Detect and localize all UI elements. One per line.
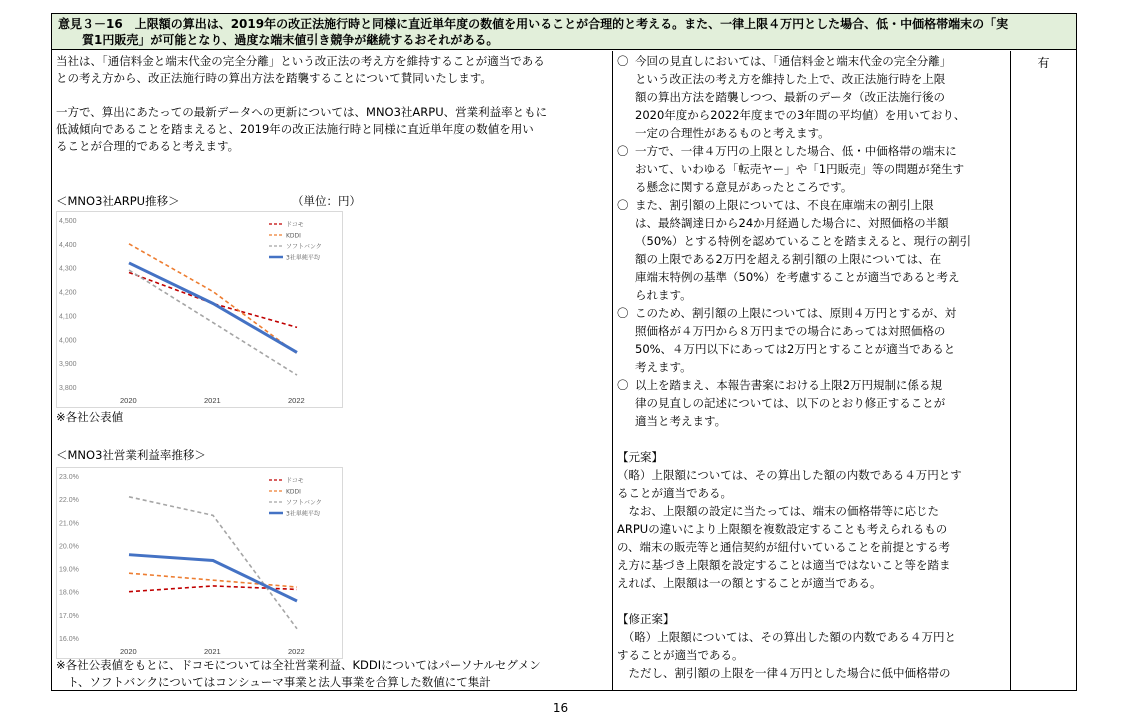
legend-label: ドコモ (286, 477, 304, 485)
text-line: ただし、割引額の上限を一律４万円とした場合に低中価格帯の (617, 666, 951, 680)
text-line: えれば、上限額は一の額とすることが適当である。 (617, 576, 882, 590)
revised-text (613, 628, 1010, 682)
bullet-line: このため、割引額の上限については、原則４万円とするが、対 (635, 306, 957, 320)
response-bullet (613, 142, 1010, 196)
legend-label: ソフトバンク (286, 499, 322, 507)
para2-line-2: 低減傾向であることを踏まえると、2019年の改正法施行時と同様に直近単年度の数値を用い (56, 122, 534, 136)
para2-line-3: ることが合理的であると考えます。 (56, 139, 240, 153)
bullet-text (635, 52, 1010, 142)
spacer (56, 87, 608, 104)
chart2-title: ＜MNO3社営業利益率推移＞ (56, 448, 206, 462)
x-tick-label: 2022 (288, 396, 305, 405)
series-line-2 (129, 270, 297, 375)
bullet-line: 額の算出方法を踏襲しつつ、最新のデータ（改正法施行後の (635, 90, 946, 104)
margin-chart-svg (57, 468, 342, 658)
text-line: え方に基づき上限額を設定することは適当ではないこと等を踏ま (617, 558, 951, 572)
y-tick-label: 3,900 (59, 361, 77, 369)
chart2-note-line-1: ※各社公表値をもとに、ドコモについては全社営業利益、KDDIについてはパーソナルセグメン (56, 658, 541, 672)
modification-flag: 有 (1037, 56, 1050, 70)
margin-chart (56, 467, 343, 659)
chart2-note (56, 657, 541, 691)
y-tick-label: 18.0% (59, 589, 79, 597)
series-line-1 (129, 573, 297, 587)
bullet-mark: 〇 (617, 144, 629, 158)
bullet-text (635, 304, 1010, 376)
response-bullets (613, 51, 1010, 430)
y-tick-label: 4,500 (59, 218, 77, 225)
bullet-line: 今回の見直しにおいては、「通信料金と端末代金の完全分離」 (635, 54, 952, 68)
header-line-2: 質1円販売」が可能となり、過度な端末値引き競争が継続するおそれがある。 (58, 33, 499, 47)
response-bullet (613, 304, 1010, 376)
bullet-line: 照価格が４万円から８万円までの場合にあっては対照価格の (635, 324, 946, 338)
bullet-line: 50%、４万円以下にあっては2万円とすることが適当であると (635, 342, 956, 356)
para1-line-1: 当社は、「通信料金と端末代金の完全分離」という改正法の考え方を維持することが適当である (56, 54, 545, 68)
y-tick-label: 4,200 (59, 289, 77, 297)
chart1-note: ※各社公表値 (56, 410, 124, 424)
x-tick-label: 2021 (204, 396, 221, 405)
bullet-line: 適当と考えます。 (635, 414, 727, 428)
y-tick-label: 22.0% (59, 497, 79, 505)
y-tick-label: 4,000 (59, 337, 77, 345)
bullet-line: 2020年度から2022年度までの3年間の平均値）を用いており、 (635, 108, 966, 122)
legend-label: 3社単純平均 (286, 254, 320, 262)
legend-label: ドコモ (286, 221, 304, 229)
bullet-text (635, 376, 1010, 430)
legend-label: KDDI (286, 232, 301, 240)
y-tick-label: 4,300 (59, 265, 77, 273)
y-tick-label: 17.0% (59, 612, 79, 620)
bullet-text (635, 142, 1010, 196)
opinion-column (52, 51, 613, 690)
bullet-line: 律の見直しの記述については、以下のとおり修正することが (635, 396, 946, 410)
opinion-table (51, 13, 1077, 691)
bullet-line: という改正法の考え方を維持した上で、改正法施行時を上限 (635, 72, 946, 86)
legend-label: ソフトバンク (286, 243, 322, 251)
header-line-1: 意見３－16 上限額の算出は、2019年の改正法施行時と同様に直近単年度の数値を用いることが合理的と考える。また、一律上限４万円とした場合、低・中価格帯端末の「実 (58, 17, 1009, 31)
para2-line-1: 一方で、算出にあたっての最新データへの更新については、MNO3社ARPU、営業利益率ともに (56, 105, 548, 119)
legend-label: 3社単純平均 (286, 510, 320, 518)
bullet-line: は、最終調達日から24か月経過した場合に、対照価格の半額 (635, 216, 949, 230)
response-bullet (613, 52, 1010, 142)
text-line: ARPUの違いにより上限額を複数設定することも考えられるもの (617, 522, 948, 536)
spacer (613, 430, 1010, 448)
bullet-line: おいて、いわゆる「転売ヤー」や「1円販売」等の問題が発生す (635, 162, 965, 176)
bullet-line: （50%）とする特例を認めていることを踏まえると、現行の割引 (635, 234, 972, 248)
bullet-text (635, 196, 1010, 304)
response-column (613, 51, 1011, 690)
bullet-line: られます。 (635, 288, 692, 302)
x-tick-label: 2020 (120, 396, 137, 405)
y-tick-label: 21.0% (59, 520, 79, 528)
chart2-note-line-2: ト、ソフトバンクについてはコンシューマ事業と法人事業を合算した数値にて集計 (56, 675, 491, 689)
arpu-chart-svg (57, 212, 342, 407)
chart1-unit: （単位：円） (292, 194, 361, 208)
original-text (613, 466, 1010, 592)
spacer (613, 592, 1010, 610)
response-bullet (613, 196, 1010, 304)
x-tick-label: 2022 (288, 647, 305, 656)
text-line: の、端末の販売等と通信契約が紐付いていることを前提とする考 (617, 540, 951, 554)
y-tick-label: 16.0% (59, 636, 79, 643)
bullet-line: また、割引額の上限については、不良在庫端末の割引上限 (635, 198, 934, 212)
para1-line-2: との考え方から、改正法施行時の算出方法を踏襲することについて賛同いたします。 (56, 71, 492, 85)
text-line: （略）上限額については、その算出した額の内数である４万円と (617, 630, 957, 644)
y-tick-label: 4,400 (59, 241, 77, 249)
x-tick-label: 2021 (204, 647, 221, 656)
text-line: することが適当である。 (617, 648, 744, 662)
bullet-mark: 〇 (617, 54, 629, 68)
bullet-line: 額の上限である2万円を超える割引額の上限については、在 (635, 252, 942, 266)
revised-heading: 【修正案】 (617, 612, 675, 626)
y-tick-label: 20.0% (59, 543, 79, 551)
bullet-line: 一方で、一律４万円の上限とした場合、低・中価格帯の端末に (635, 144, 957, 158)
x-tick-label: 2020 (120, 647, 137, 656)
bullet-line: る懸念に関する意見があったところです。 (635, 180, 853, 194)
chart1-title: ＜MNO3社ARPU推移＞ (56, 194, 180, 208)
bullet-line: 庫端末特例の基準（50%）を考慮することが適当であると考え (635, 270, 960, 284)
modification-column (1011, 51, 1076, 690)
bullet-line: 以上を踏まえ、本報告書案における上限2万円規制に係る規 (635, 378, 943, 392)
page-number: 16 (552, 701, 569, 715)
bullet-mark: 〇 (617, 198, 629, 212)
original-heading: 【元案】 (617, 450, 663, 464)
bullet-mark: 〇 (617, 306, 629, 320)
series-line-2 (129, 497, 297, 629)
y-tick-label: 23.0% (59, 474, 79, 481)
text-line: なお、上限額の設定に当たっては、端末の価格帯等に応じた (617, 504, 939, 518)
bullet-mark: 〇 (617, 378, 629, 392)
opinion-header (52, 14, 1076, 50)
y-tick-label: 19.0% (59, 566, 79, 574)
bullet-line: 一定の合理性があるものと考えます。 (635, 126, 830, 140)
arpu-chart (56, 211, 343, 408)
series-line-0 (129, 272, 297, 327)
y-tick-label: 4,100 (59, 313, 77, 321)
legend-label: KDDI (286, 488, 301, 496)
response-bullet (613, 376, 1010, 430)
bullet-line: 考えます。 (635, 360, 692, 374)
text-line: ることが適当である。 (617, 486, 732, 500)
y-tick-label: 3,800 (59, 385, 77, 392)
series-line-3 (129, 263, 297, 352)
text-line: （略）上限額については、その算出した額の内数である４万円とす (617, 468, 962, 482)
